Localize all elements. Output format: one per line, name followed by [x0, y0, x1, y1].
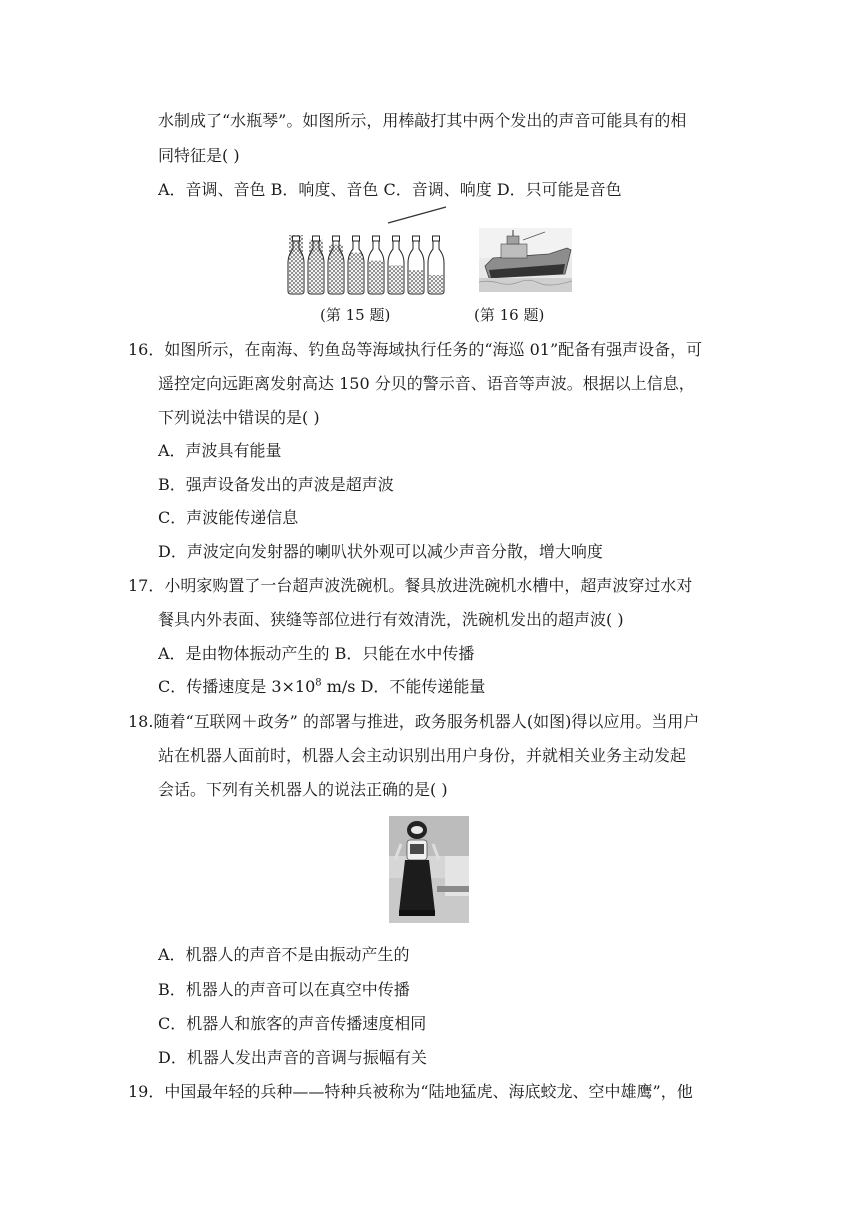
bottle-1: [288, 235, 304, 294]
q18-option-d: D．机器人发出声音的音调与振幅有关: [158, 1048, 427, 1067]
figure-caption-q16: (第 16 题): [474, 306, 545, 324]
bottle-6: [388, 236, 404, 294]
q18-stem-line3: 会话。下列有关机器人的说法正确的是( ): [158, 780, 448, 799]
q15-options: A．音调、音色 B．响度、音色 C．音调、响度 D．只可能是音色: [158, 180, 622, 199]
q17-option-c-suffix: m/s D．不能传递能量: [321, 677, 486, 696]
q17-options-ab: A．是由物体振动产生的 B．只能在水中传播: [158, 644, 475, 663]
q18-option-c: C．机器人和旅客的声音传播速度相同: [158, 1014, 427, 1033]
ship-photo: [479, 228, 572, 292]
q17-options-cd: [158, 677, 485, 697]
q16-option-c: C．声波能传递信息: [158, 508, 299, 527]
q17-stem-line2: 餐具内外表面、狭缝等部位进行有效清洗，洗碗机发出的超声波( ): [158, 610, 624, 629]
bottle-7: [408, 236, 424, 294]
q18-stem-line2: 站在机器人面前时，机器人会主动识别出用户身份，并就相关业务主动发起: [158, 746, 687, 765]
q17-option-c-prefix: C．传播速度是 3×10: [158, 677, 316, 696]
bottle-4: [348, 236, 364, 294]
q16-option-a: A．声波具有能量: [158, 441, 282, 460]
q16-stem-line2: 遥控定向远距离发射高达 150 分贝的警示音、语音等声波。根据以上信息，: [158, 374, 695, 393]
figure-caption-q15: (第 15 题): [320, 306, 391, 324]
q17-stem-line1: 17．小明家购置了一台超声波洗碗机。餐具放进洗碗机水槽中，超声波穿过水对: [128, 576, 693, 595]
q16-stem-line3: 下列说法中错误的是( ): [158, 408, 320, 427]
q18-stem-line1: 18.随着“互联网＋政务” 的部署与推进，政务服务机器人(如图)得以应用。当用户: [128, 712, 700, 731]
q16-stem-line1: 16．如图所示，在南海、钓鱼岛等海域执行任务的“海巡 01”配备有强声设备，可: [128, 340, 703, 359]
q15-stem-line2: 同特征是( ): [158, 146, 240, 165]
bottle-2: [308, 236, 324, 294]
bottle-8: [428, 236, 444, 294]
q15-stem-line1: 水制成了“水瓶琴”。如图所示，用棒敲打其中两个发出的声音可能具有的相: [158, 111, 687, 130]
q16-option-d: D．声波定向发射器的喇叭状外观可以减少声音分散，增大响度: [158, 542, 603, 561]
water-bottles-figure: [284, 205, 454, 299]
q18-option-a: A．机器人的声音不是由振动产生的: [158, 945, 410, 964]
bottle-3: [328, 236, 344, 294]
q19-stem-line1: 19．中国最年轻的兵种——特种兵被称为“陆地猛虎、海底蛟龙、空中雄鹰”，他: [128, 1082, 693, 1101]
q18-option-b: B．机器人的声音可以在真空中传播: [158, 980, 410, 999]
q16-option-b: B．强声设备发出的声波是超声波: [158, 475, 394, 494]
q17-option-c-exponent: 8: [315, 677, 322, 689]
bottle-5: [368, 236, 384, 294]
robot-photo: [389, 816, 469, 923]
